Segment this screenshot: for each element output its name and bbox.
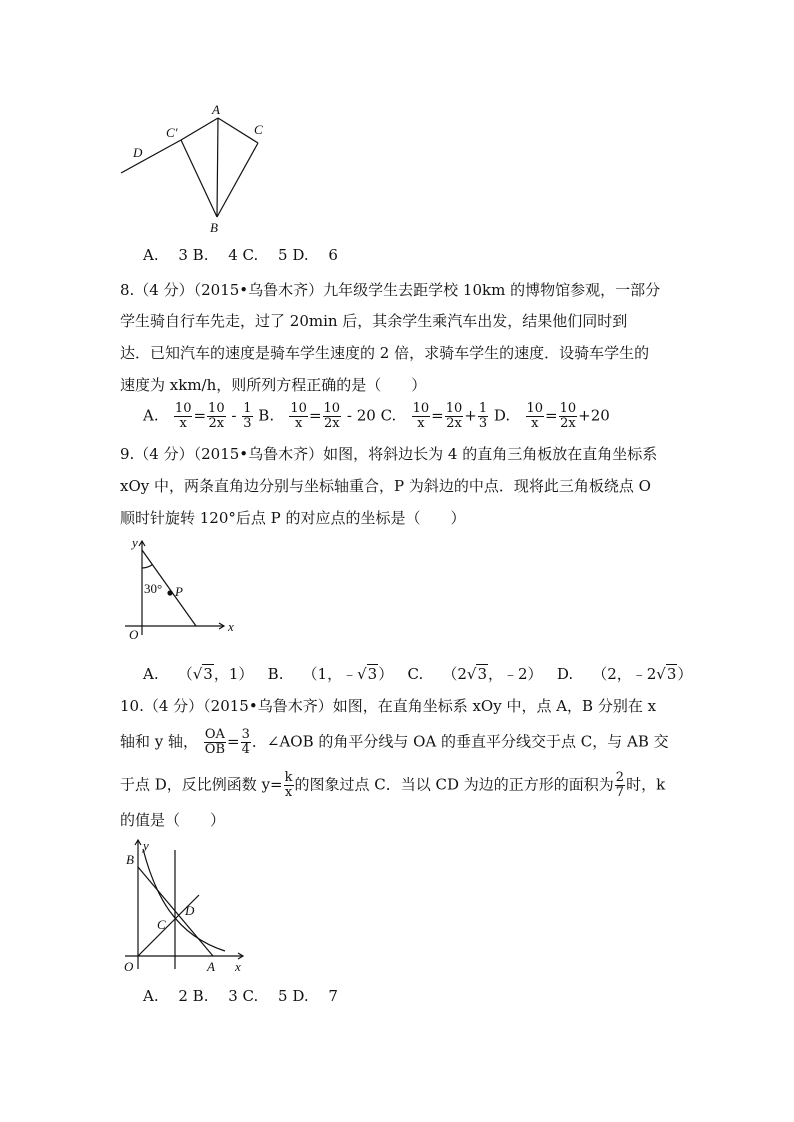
fig9-label-o: O: [129, 627, 139, 642]
q8-line-4: 速度为 xkm/h，则所列方程正确的是（ ）: [120, 376, 427, 394]
q10-line-4: 的值是（ ）: [120, 811, 226, 829]
fraction: $\frac{1}{3}$: [243, 401, 252, 431]
fraction: $\frac{10}{2x}$: [323, 401, 341, 431]
fraction: $\frac{2}{7}$: [615, 770, 625, 800]
q7-options: A. 3 B. 4 C. 5 D. 6: [143, 246, 338, 264]
q8-line-2: 学生骑自行车先走，过了 20min 后，其余学生乘汽车出发，结果他们同时到: [120, 312, 628, 330]
q8-option-d-label: D.: [493, 406, 511, 425]
fraction: $\frac{10}{x}$: [412, 401, 430, 431]
fraction: $\frac{10}{2x}$: [445, 401, 463, 431]
fig9-label-y: y: [132, 535, 138, 550]
fig7-label-c-prime: C': [166, 125, 178, 140]
fig7-label-c: C: [254, 122, 263, 137]
fraction: $\frac{10}{2x}$: [208, 401, 225, 431]
q9-figure: [115, 535, 250, 645]
q10-line-2: 轴和 y 轴， $\frac{OA}{OB}$ = $\frac{3}{4}$ ．∠AOB 的角平分线与 OA 的垂直平分线交于点 C，与 AB 交: [120, 727, 669, 757]
q8-line-1: 8.（4 分）（2015•乌鲁木齐）九年级学生去距学校 10km 的博物馆参观，一部分: [120, 281, 661, 299]
fraction: $\frac{3}{4}$: [241, 727, 250, 757]
fig10-label-c: C: [157, 917, 166, 932]
fig7-label-b: B: [210, 220, 218, 235]
q9-line-3: 顺时针旋转 120°后点 P 的对应点的坐标是（ ）: [120, 509, 466, 527]
q8-line-3: 达．已知汽车的速度是骑车学生速度的 2 倍，求骑车学生的速度．设骑车学生的: [120, 344, 650, 362]
fraction: $\frac{k}{x}$: [284, 770, 293, 800]
fraction: $\frac{10}{x}$: [174, 401, 192, 431]
q8-option-c-label: C.: [380, 406, 397, 425]
fig9-label-x: x: [228, 619, 234, 634]
q8-option-b-label: B.: [258, 406, 275, 425]
fraction: $\frac{OA}{OB}$: [204, 727, 226, 757]
fig10-label-x: x: [235, 959, 241, 974]
q10-line-3: 于点 D，反比例函数 y= $\frac{k}{x}$ 的图象过点 C．当以 CD 为边的正方形的面积为 $\frac{2}{7}$ 时，k: [120, 770, 666, 800]
fraction: $\frac{10}{2x}$: [559, 401, 577, 431]
fig10-label-b: B: [126, 852, 134, 867]
fig10-label-d: D: [185, 903, 195, 918]
fig9-label-p: P: [175, 584, 183, 599]
fig10-label-o: O: [124, 959, 134, 974]
fraction: $\frac{10}{x}$: [290, 401, 307, 431]
q9-line-1: 9.（4 分）（2015•乌鲁木齐）如图，将斜边长为 4 的直角三角板放在直角坐标系: [120, 445, 658, 463]
fig10-label-y: y: [143, 838, 149, 853]
fig10-label-a: A: [207, 959, 215, 974]
q9-line-2: xOy 中，两条直角边分别与坐标轴重合，P 为斜边的中点．现将此三角板绕点 O: [120, 477, 651, 495]
q10-line-1: 10.（4 分）（2015•乌鲁木齐）如图，在直角坐标系 xOy 中，点 A，B 分别在 x: [120, 697, 657, 715]
q9-options: A. （√3，1） B. （1，﹣√3） C. （2√3，﹣2） D. （2，﹣2√3）: [143, 665, 693, 683]
fig7-label-d: D: [133, 145, 143, 160]
q8-options: A. $\frac{10}{x}$ = $\frac{10}{2x}$ - $\frac{1}{3}$ B. $\frac{10}{x}$ = $\frac{10}{2x}$ - 20 C. $\frac{10}{x}$ = $\frac{10}{2x}$ + $\frac{1}{3}$ D. $\frac{10}{x}$ = $\frac{10}{2x}$ +20: [143, 401, 610, 431]
q10-figure: [115, 835, 255, 975]
q7-figure: [115, 100, 280, 240]
fig7-label-a: A: [212, 102, 220, 117]
fraction: $\frac{1}{3}$: [478, 401, 488, 431]
q10-options: A. 2 B. 3 C. 5 D. 7: [143, 987, 338, 1005]
fraction: $\frac{10}{x}$: [526, 401, 544, 431]
fig9-angle-label: 30°: [144, 581, 163, 596]
q8-option-a-label: A.: [143, 406, 159, 425]
